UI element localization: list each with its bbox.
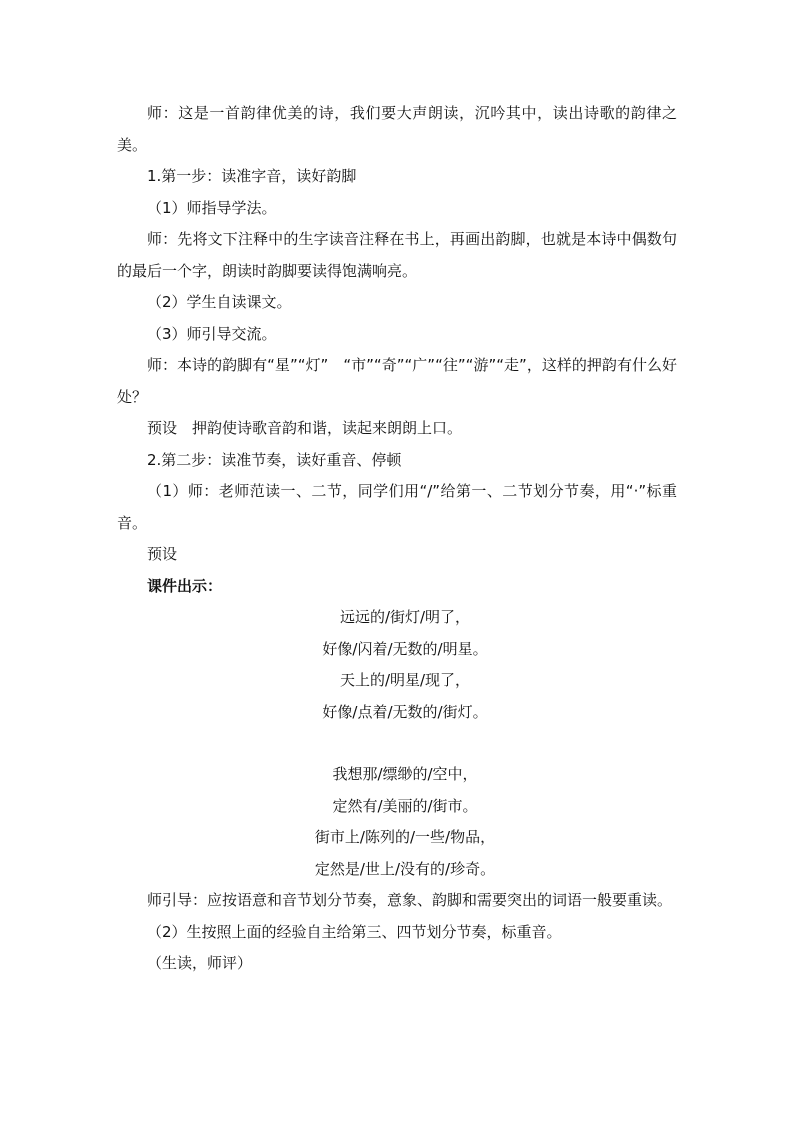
poem-line: 好像/点着/无数的/街灯。: [322, 702, 488, 721]
paragraph-teacher-intro: 师：这是一首韵律优美的诗，我们要大声朗读，沉吟其中，读出诗歌的韵律之美。: [117, 104, 677, 154]
poem-block: [117, 602, 677, 885]
poem-line: 好像/闪着/无数的/明星。: [322, 639, 488, 658]
poem-line: 定然是/世上/没有的/珍奇。: [314, 859, 496, 878]
step-one-item-3: （3）师引导交流。: [147, 324, 277, 343]
poem-line: 天上的/明星/现了，: [339, 671, 471, 689]
poem-line: 远远的/街灯/明了，: [339, 608, 471, 626]
poem-line: 我想那/缥缈的/空中，: [332, 765, 478, 783]
step-two-heading: 2.第二步：读准节奏，读好重音、停顿: [147, 450, 402, 469]
step-one-item-1: （1）师指导学法。: [147, 198, 277, 217]
poem-line: 街市上/陈列的/一些/物品，: [314, 828, 496, 846]
stanza-divider: [117, 728, 677, 759]
paragraph-student-read: （生读，师评）: [147, 954, 253, 972]
courseware-label: 课件出示：: [147, 576, 223, 595]
step-two-item-1: （1）师：老师范读一、二节，同学们用“/”给第一、二节划分节奏，用“·”标重音。: [117, 482, 677, 532]
paragraph-rhyme-question: 师：本诗的韵脚有“星”“灯” “市”“奇”“广”“往”“游”“走”，这样的押韵有什么好处？: [117, 356, 677, 406]
step-one-heading: 1.第一步：读准字音，读好韵脚: [147, 167, 357, 185]
document-page: [117, 98, 677, 980]
step-one-item-2: （2）学生自读课文。: [147, 293, 292, 311]
paragraph-teacher-guide: 师引导：应按语意和音节划分节奏，意象、韵脚和需要突出的词语一般要重读。: [147, 891, 673, 909]
poem-line: 定然有/美丽的/街市。: [332, 796, 478, 815]
paragraph-preset-answer: 预设 押韵使诗歌音韵和谐，读起来朗朗上口。: [147, 419, 463, 437]
paragraph-preset-label: 预设: [147, 545, 178, 563]
step-two-item-2: （2）生按照上面的经验自主给第三、四节划分节奏，标重音。: [147, 922, 562, 941]
paragraph-teacher-method: 师：先将文下注释中的生字读音注释在书上，再画出韵脚，也就是本诗中偶数句的最后一个字，朗读时韵脚要读得饱满响亮。: [117, 230, 677, 280]
